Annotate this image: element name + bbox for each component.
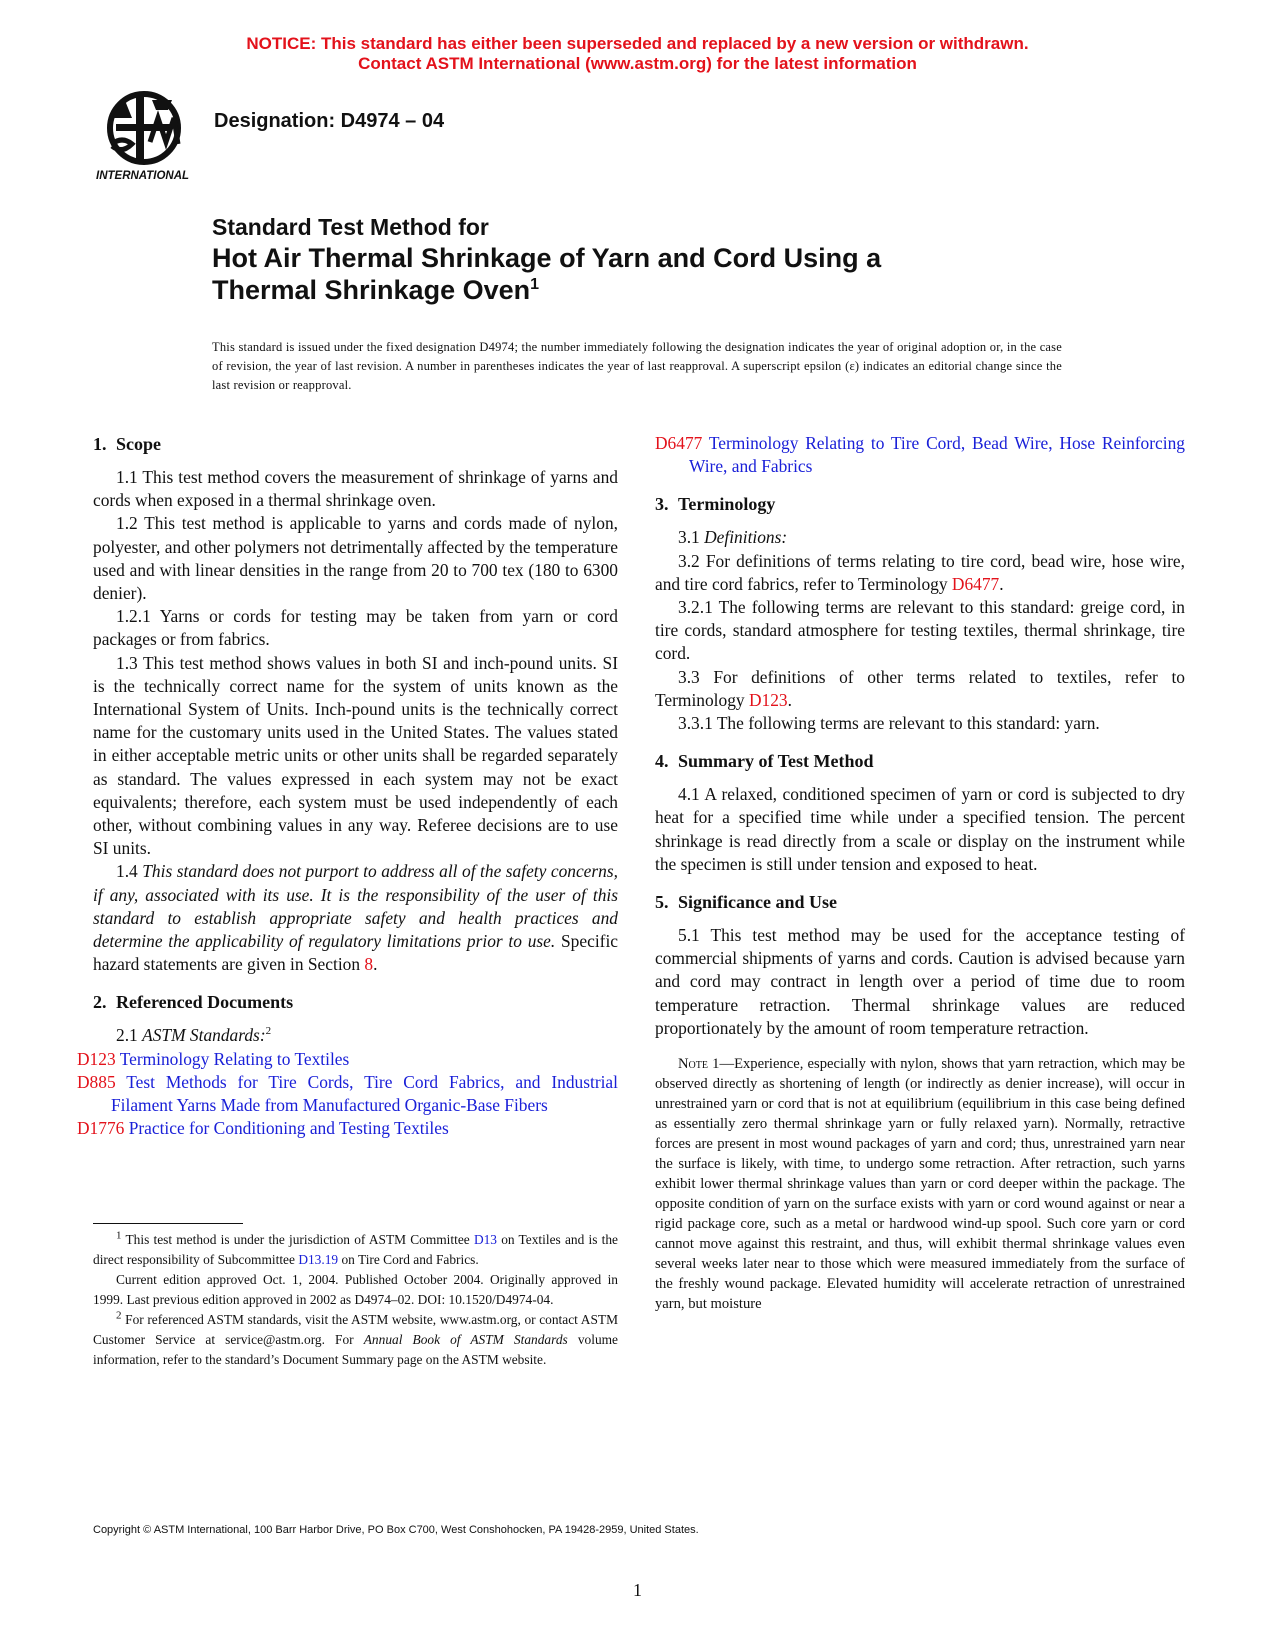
ref-d6477[interactable]: D6477 Terminology Relating to Tire Cord, Bead Wire, Hose Reinforcing Wire, and Fabrics — [655, 433, 1185, 477]
title-line-1: Standard Test Method for — [212, 214, 489, 240]
astm-logo-icon — [94, 88, 200, 184]
para-1-1: 1.1 This test method covers the measurement of shrinkage of yarns and cords when exposed in a thermal shrinkage oven. — [93, 467, 618, 511]
note-label: Note 1 — [678, 1056, 720, 1073]
ref-d123[interactable]: D123 Terminology Relating to Textiles — [77, 1048, 350, 1069]
para-5-1: 5.1 This test method may be used for the acceptance testing of commercial shipments of yarns and cords. Caution is advised because yarn and cord may contract in length over a period of time due to room temperature retraction. Thermal shrinkage values are reduced proportionately by the amount of room temperature retraction. — [655, 925, 1185, 1038]
section-terminology-heading: 3. Terminology — [655, 494, 776, 515]
para-3-2: 3.2 For definitions of terms relating to tire cord, bead wire, hose wire, and tire cord fabrics, refer to Terminology D6477. — [655, 550, 1185, 594]
section-referenced-heading: 2. Referenced Documents — [93, 992, 294, 1013]
d123-link[interactable]: D123 — [748, 689, 788, 710]
logo-text: INTERNATIONAL — [96, 170, 190, 182]
d13-19-link[interactable]: D13.19 — [298, 1252, 339, 1267]
section-summary-heading: 4. Summary of Test Method — [655, 751, 874, 772]
section-8-link[interactable]: 8 — [364, 954, 374, 975]
footnote-2: $^2$ For referenced ASTM standards, visit the ASTM website, www.astm.org, or contact ASTM Customer Service at service@astm.org. For Annual Book of ASTM Standards volume information, refer to the standard’s Document Summary page on the ASTM website. — [93, 1309, 618, 1367]
page-number: 1 — [633, 1580, 642, 1600]
footnotes — [93, 1230, 618, 1370]
title-line-3: Thermal Shrinkage Oven — [212, 275, 531, 305]
document-title — [212, 212, 881, 306]
notice-line-1: NOTICE: This standard has either been superseded and replaced by a new version or withdrawn. — [246, 34, 1029, 53]
designation: Designation: D4974 – 04 — [214, 110, 445, 132]
para-1-3: 1.3 This test method shows values in both SI and inch-pound units. SI is the technically correct name for the system of units known as the International System of Units. Inch-pound units is the technically correct name for the customary units used in the United States. The values stated in either acceptable metric units or other units shall be regarded separately as standard. The values expressed in each system may not be exact equivalents; therefore, each system must be used independently of each other, without combining values in any way. Referee decisions are to use SI units. — [93, 652, 618, 859]
superseded-notice — [0, 34, 1275, 74]
footnote-rule — [93, 1223, 243, 1224]
ref-d885[interactable]: D885 Test Methods for Tire Cords, Tire Cord Fabrics, and Industrial Filament Yarns Made from Manufactured Organic-Base Fibers — [77, 1071, 618, 1116]
para-4-1: 4.1 A relaxed, conditioned specimen of yarn or cord is subjected to dry heat for a specified time while under a specified tension. The percent shrinkage is read directly from a scale or display on the instrument while the specimen is still under tension and exposed to heat. — [655, 784, 1185, 874]
title-footnote-mark: 1 — [530, 276, 540, 293]
section-significance-heading: 5. Significance and Use — [655, 892, 838, 913]
para-3-1: 3.1 Definitions: — [678, 527, 788, 548]
para-1-2: 1.2 This test method is applicable to yarns and cords made of nylon, polyester, and other polymers not detrimentally affected by the temperature used and with linear densities in the range from 20 to 700 tex (180 to 6300 denier). — [93, 513, 618, 604]
para-3-3: 3.3 For definitions of other terms related to textiles, refer to Terminology D123. — [655, 666, 1185, 710]
section-scope-heading: 1. Scope — [93, 434, 161, 454]
right-column — [655, 432, 1185, 1314]
footnote-1-edition: Current edition approved Oct. 1, 2004. Published October 2004. Originally approved in 1999. Last previous edition approved in 2002 as D4974–02. DOI: 10.1520/D4974-04. — [93, 1272, 618, 1307]
para-1-2-1: 1.2.1 Yarns or cords for testing may be taken from yarn or cord packages or from fabrics. — [93, 606, 618, 650]
title-line-2: Hot Air Thermal Shrinkage of Yarn and Cord Using a — [212, 243, 882, 273]
d6477-link[interactable]: D6477 — [951, 573, 1000, 594]
issued-note: This standard is issued under the fixed designation D4974; the number immediately following the designation indicates the year of original adoption or, in the case of revision, the year of last revision. A number in parentheses indicates the year of last reapproval. A superscript epsilon (ε) indicates an editorial change since the last revision or reapproval. — [212, 340, 1062, 392]
notice-line-2: Contact ASTM International (www.astm.org) for the latest information — [358, 54, 917, 73]
para-1-4: 1.4 This standard does not purport to address all of the safety concerns, if any, associated with its use. It is the responsibility of the user of this standard to establish appropriate safety and health practices and determine the applicability of regulatory limitations prior to use. Specific hazard statements are given in Section 8. — [93, 861, 618, 975]
para-3-3-1: 3.3.1 The following terms are relevant to this standard: yarn. — [678, 713, 1100, 734]
note-1: Note 1—Experience, especially with nylon, shows that yarn retraction, which may be observed directly as shortening of length (or indirectly as denier increase), will occur in unrestrained yarn or cord that is not at equilibrium (equilibrium in this case being defined as essentially zero thermal shrinkage yarn or fully relaxed yarn). Normally, retractive forces are present in most wound packages of yarn and cord; thus, unrestrained yarn near the surface is likely, with time, to undergo some retraction. After retraction, such yarns exhibit lower thermal shrinkage values than yarn or cord deeper within the package. The opposite condition of yarn on the surface exists with yarn or cord wound against or near a rigid package core, such as a metal or hardwood wind-up spool. Such core yarn or cord cannot move against this restraint, and thus, will exhibit thermal shrinkage values even several weeks later near to those which were measured immediately from the surface of the freshly wound package. Elevated humidity will accelerate retraction of unrestrained yarn, but moisture — [655, 1056, 1185, 1313]
para-3-2-1: 3.2.1 The following terms are relevant to this standard: greige cord, in tire cords, standard atmosphere for testing textiles, thermal shrinkage, tire cord. — [655, 597, 1185, 664]
para-2-1: 2.1 ASTM Standards:$^2$ — [116, 1025, 272, 1046]
d13-link[interactable]: D13 — [473, 1232, 497, 1247]
footnote-1: $^1$ This test method is under the jurisdiction of ASTM Committee D13 on Textiles and is the direct responsibility of Subcommittee D13.19 on Tire Cord and Fabrics. — [93, 1229, 618, 1267]
left-column — [77, 432, 618, 1140]
copyright: Copyright © ASTM International, 100 Barr Harbor Drive, PO Box C700, West Conshohocken, PA 19428-2959, United States. — [93, 1524, 699, 1536]
ref-d1776[interactable]: D1776 Practice for Conditioning and Testing Textiles — [77, 1118, 449, 1139]
